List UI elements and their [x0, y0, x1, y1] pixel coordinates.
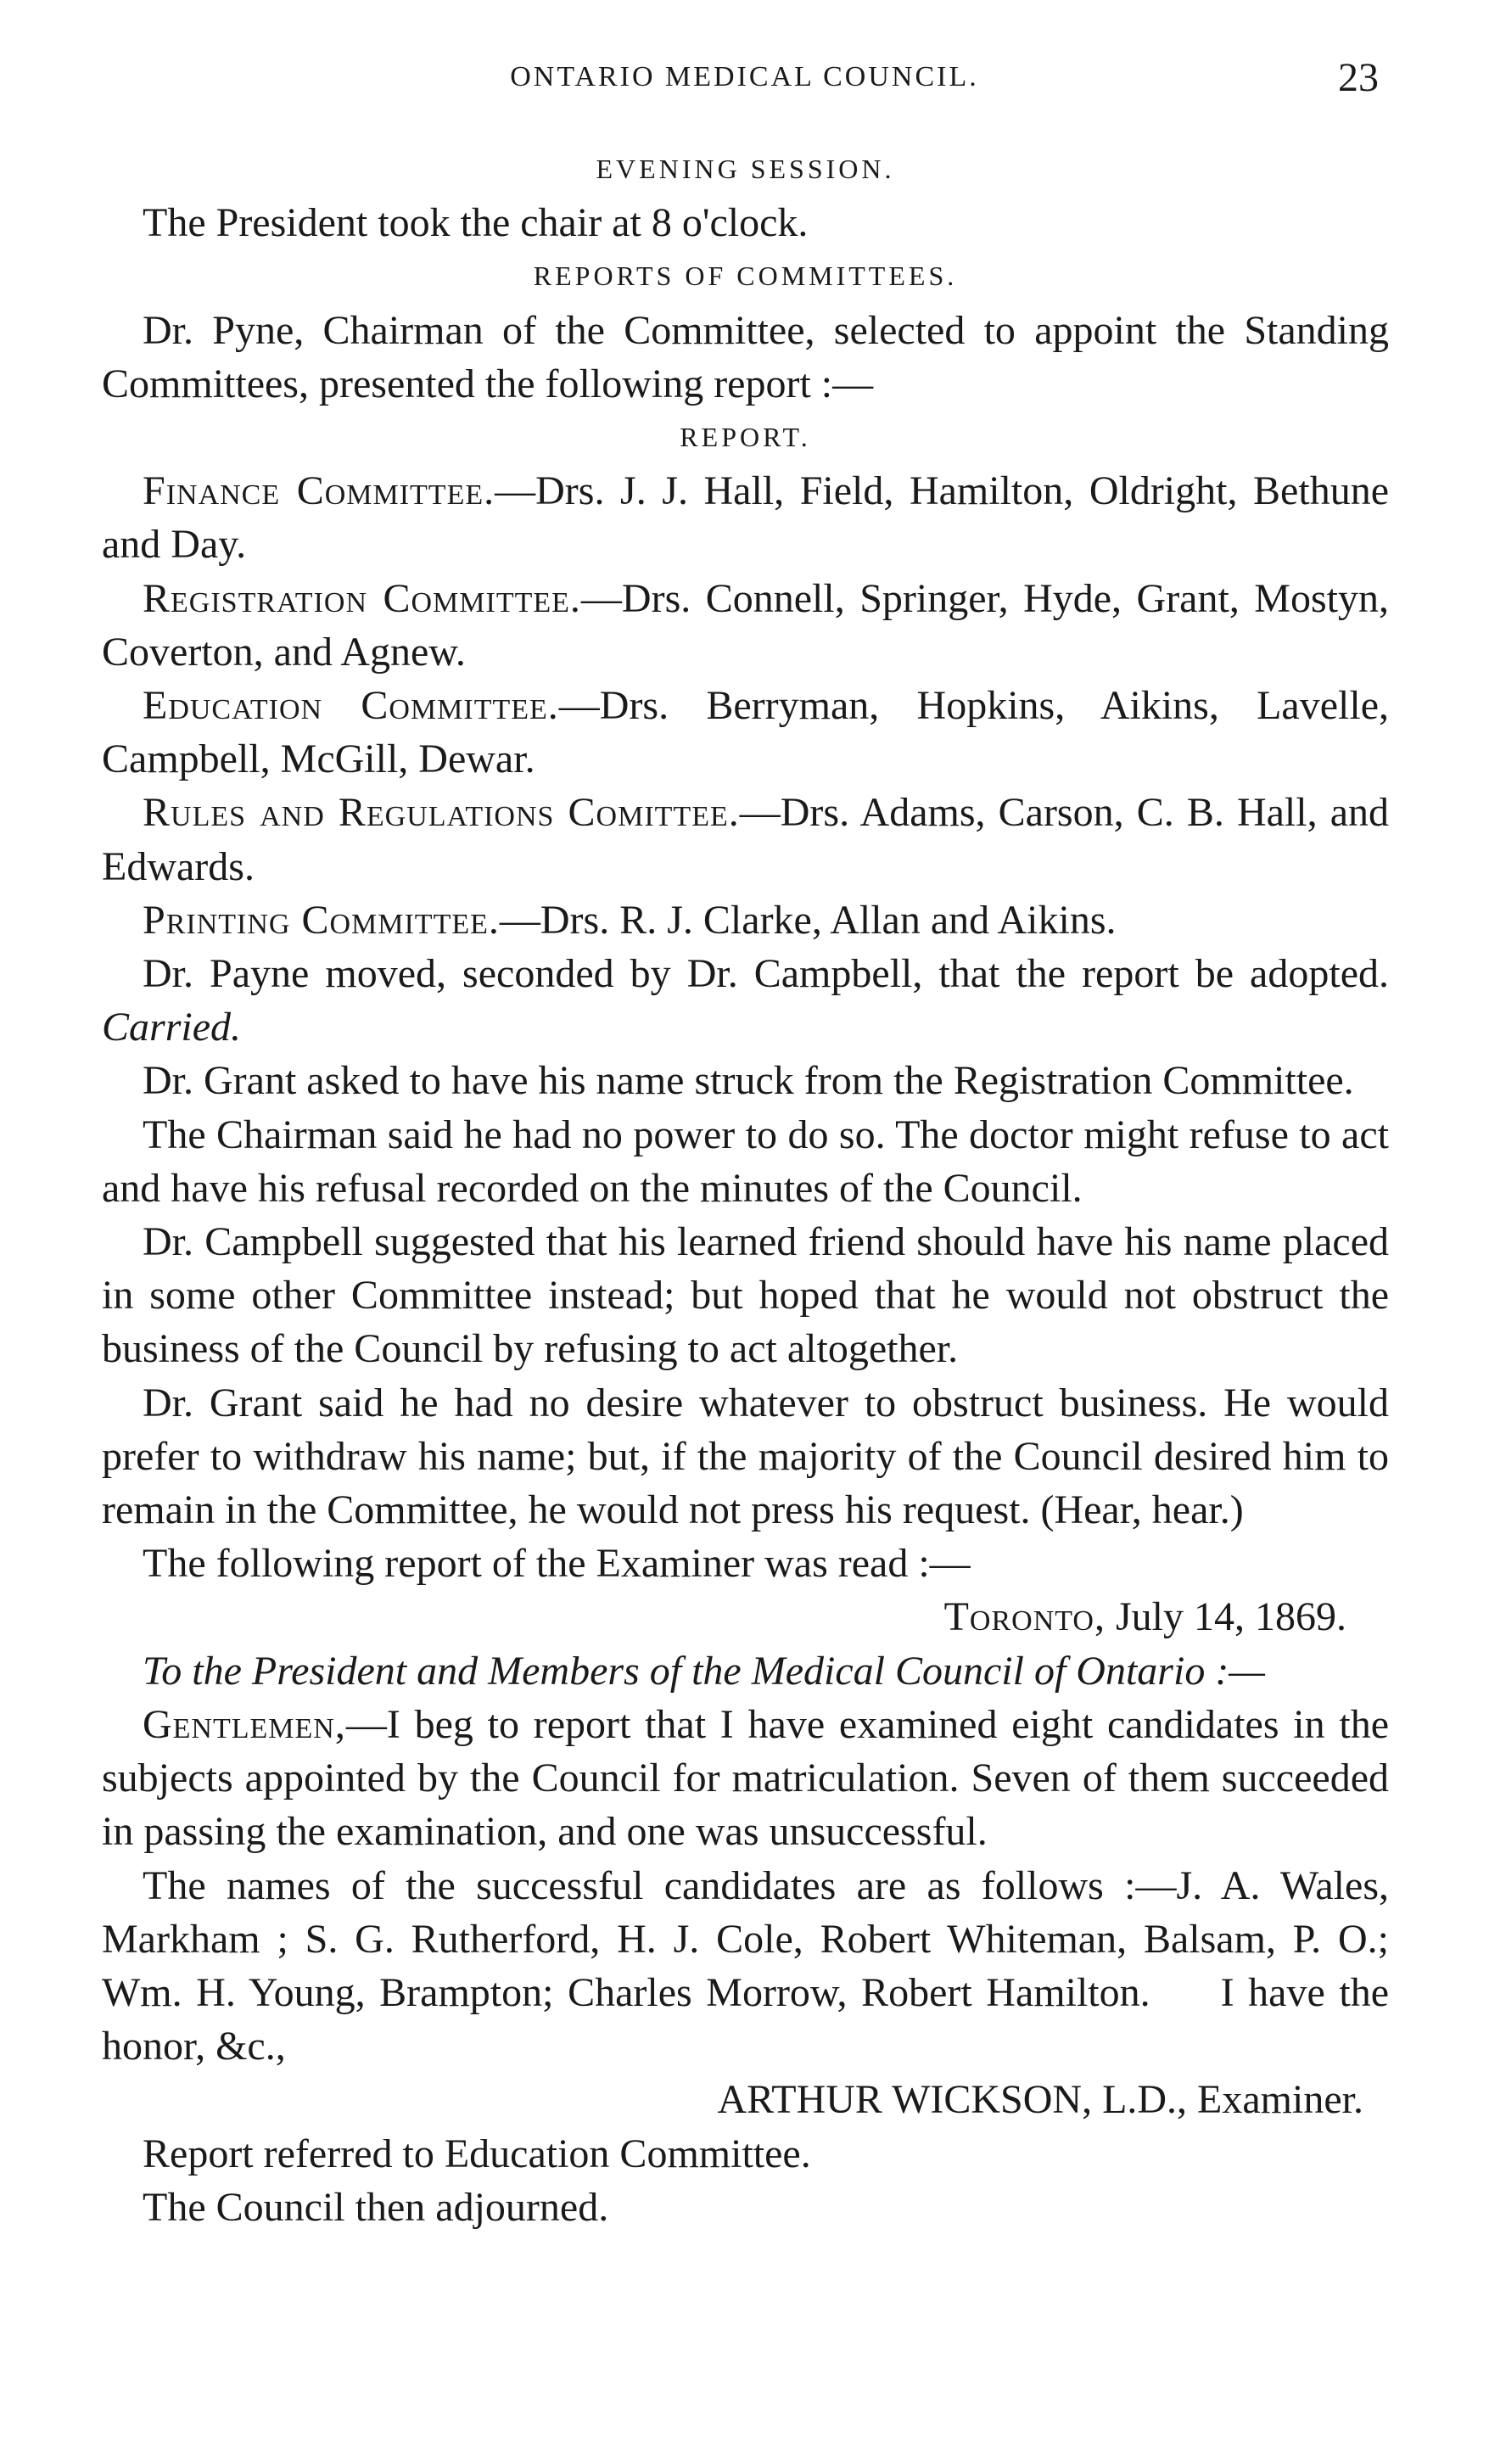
page-body [102, 143, 1389, 2234]
finance-committee-members: —Drs. J. J. Hall, Field, Hamilton, Oldright, Bethune and Day. [102, 468, 1389, 568]
running-title: ONTARIO MEDICAL COUNCIL. [510, 61, 979, 92]
running-head [93, 54, 1396, 114]
finance-committee-label: Finance Committee. [143, 468, 495, 514]
adjourned-line: The Council then adjourned. [143, 2184, 609, 2230]
rules-committee-members: —Drs. Adams, Carson, C. B. Hall, and Edwards. [102, 790, 1389, 889]
registration-committee-paragraph [102, 572, 1389, 679]
payne-motion-paragraph [102, 947, 1389, 1054]
candidate-names-paragraph [102, 1859, 1389, 2074]
honor-text: I have the honor, &c., [102, 1969, 1390, 2069]
evening-session-heading: EVENING SESSION. [596, 154, 895, 184]
salutation: To the President and Members of the Medical Council of Ontario :— [143, 1648, 1265, 1694]
registration-committee-label: Registration Committee. [143, 575, 581, 621]
candidate-names-text: The names of the successful candidates are as follows :—J. A. Wales, Markham ; S. G. Rutherford, H. J. Cole, Robert Whiteman, Balsam, P. O.; Wm. H. Young, Brampton; Charles Morrow, Robert Hamilton. [102, 1862, 1389, 2015]
president-line: The President took the chair at 8 o'clock. [143, 200, 809, 246]
dateline-place: Toronto, [943, 1594, 1106, 1640]
report-heading: REPORT. [680, 422, 811, 453]
registration-committee-members: —Drs. Connell, Springer, Hyde, Grant, Mostyn, Coverton, and Agnew. [102, 575, 1389, 675]
examiner-signature: ARTHUR WICKSON, L.D., Examiner. [717, 2077, 1363, 2123]
page-number: 23 [1338, 55, 1379, 100]
pyne-paragraph: Dr. Pyne, Chairman of the Committee, selected to appoint the Standing Committees, presented the following report :— [102, 307, 1389, 406]
education-committee-paragraph [102, 679, 1389, 786]
dateline-date: July 14, 1869. [1115, 1594, 1346, 1640]
education-committee-members: —Drs. Berryman, Hopkins, Aikins, Lavelle, Campbell, McGill, Dewar. [102, 683, 1389, 782]
printing-committee-paragraph [102, 893, 1389, 947]
examiner-intro-line: The following report of the Examiner was read :— [143, 1541, 971, 1587]
finance-committee-paragraph [102, 464, 1389, 571]
campbell-suggestion-paragraph: Dr. Campbell suggested that his learned friend should have his name placed in some other Committee instead; but hoped that he would not obstruct the business of the Council by refusing to act altogether. [102, 1219, 1389, 1372]
gentlemen-paragraph [102, 1698, 1389, 1859]
grant-reply-paragraph: Dr. Grant said he had no desire whatever to obstruct business. He would prefer to withdraw his name; but, if the majority of the Council desired him to remain in the Committee, he would not press his request. (Hear, hear.) [102, 1380, 1389, 1533]
chairman-reply-paragraph: The Chairman said he had no power to do so. The doctor might refuse to act and have his refusal recorded on the minutes of the Council. [102, 1112, 1389, 1211]
gentlemen-text: —I beg to report that I have examined eight candidates in the subjects appointed by the Council for matriculation. Seven of them succeeded in passing the examination, and one was unsuccessful. [102, 1701, 1389, 1855]
education-committee-label: Education Committee. [143, 683, 559, 729]
referred-line: Report referred to Education Committee. [143, 2131, 811, 2176]
dateline [102, 1590, 1389, 1644]
rules-committee-label: Rules and Regulations Comittee. [143, 790, 740, 836]
reports-heading: REPORTS OF COMMITTEES. [533, 260, 958, 292]
payne-motion-text: Dr. Payne moved, seconded by Dr. Campbell, that the report be adopted. [143, 951, 1389, 997]
gentlemen-label: Gentlemen, [143, 1701, 346, 1747]
carried-text: Carried. [102, 1005, 242, 1050]
grant-request-paragraph: Dr. Grant asked to have his name struck from the Registration Committee. [143, 1058, 1354, 1104]
printing-committee-label: Printing Committee. [143, 897, 500, 943]
printing-committee-members: —Drs. R. J. Clarke, Allan and Aikins. [499, 897, 1117, 943]
rules-committee-paragraph [102, 786, 1389, 893]
